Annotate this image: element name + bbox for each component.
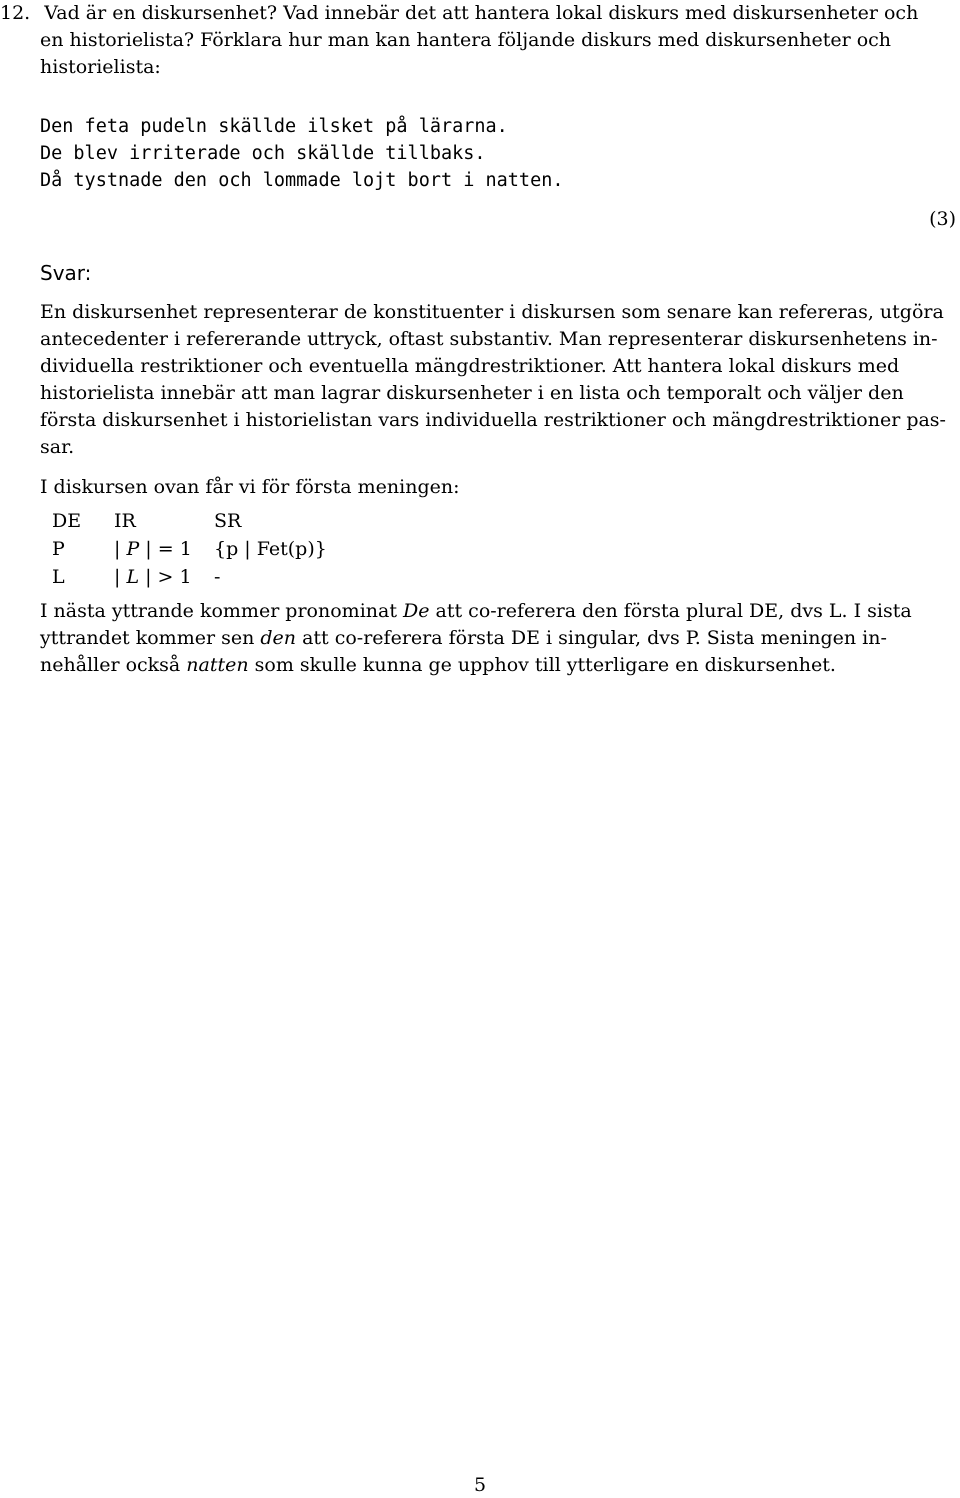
question-line-3: historielista: <box>40 56 161 78</box>
discourse-sentence-3: Då tystnade den och lommade lojt bort i natten. <box>40 170 564 191</box>
answer-p1-line-6: sar. <box>40 436 75 458</box>
table-cell-de: L <box>52 566 65 588</box>
question-number: 12. <box>0 2 31 24</box>
answer-p1-line-4: historielista innebär att man lagrar diskursenheter i en lista och temporalt och väljer den <box>40 382 904 404</box>
page-number: 5 <box>473 1474 487 1496</box>
answer-p1-line-2: antecedenter i refererande uttryck, oftast substantiv. Man representerar diskursenhetens in- <box>40 328 938 350</box>
answer-p3-line-3: nehåller också natten som skulle kunna ge upphov till ytterligare en diskursenhet. <box>40 654 836 676</box>
points-label: (3) <box>929 208 956 230</box>
discourse-sentence-1: Den feta pudeln skällde ilsket på lärarna. <box>40 116 508 137</box>
table-cell-de: P <box>52 538 65 560</box>
table-cell-ir: | P | = 1 <box>114 538 192 560</box>
answer-p3-line-2: yttrandet kommer sen den att co-referera första DE i singular, dvs P. Sista meningen in- <box>40 627 887 649</box>
answer-p3-line-1: I nästa yttrande kommer pronominat De att co-referera den första plural DE, dvs L. I sista <box>40 600 912 622</box>
table-header-sr: SR <box>214 510 242 532</box>
table-header-de: DE <box>52 510 82 532</box>
table-cell-ir: | L | > 1 <box>114 566 192 588</box>
question-text-1: Vad är en diskursenhet? Vad innebär det att hantera lokal diskurs med diskursenheter och <box>44 2 919 24</box>
question-line-2: en historielista? Förklara hur man kan hantera följande diskurs med diskursenheter och <box>40 29 892 51</box>
answer-p2: I diskursen ovan får vi för första meningen: <box>40 476 460 498</box>
discourse-sentence-2: De blev irriterade och skällde tillbaks. <box>40 143 486 164</box>
answer-heading: Svar: <box>40 261 92 285</box>
answer-p1-line-1: En diskursenhet representerar de konstituenter i diskursen som senare kan refereras, utgöra <box>40 301 944 323</box>
answer-p1-line-3: dividuella restriktioner och eventuella mängdrestriktioner. Att hantera lokal diskurs med <box>40 355 900 377</box>
table-cell-sr: - <box>214 566 221 588</box>
question-line-1 <box>0 0 958 26</box>
table-cell-sr: {p | Fet(p)} <box>214 538 327 560</box>
table-header-ir: IR <box>114 510 136 532</box>
answer-p1-line-5: första diskursenhet i historielistan vars individuella restriktioner och mängdrestriktioner pas- <box>40 409 946 431</box>
